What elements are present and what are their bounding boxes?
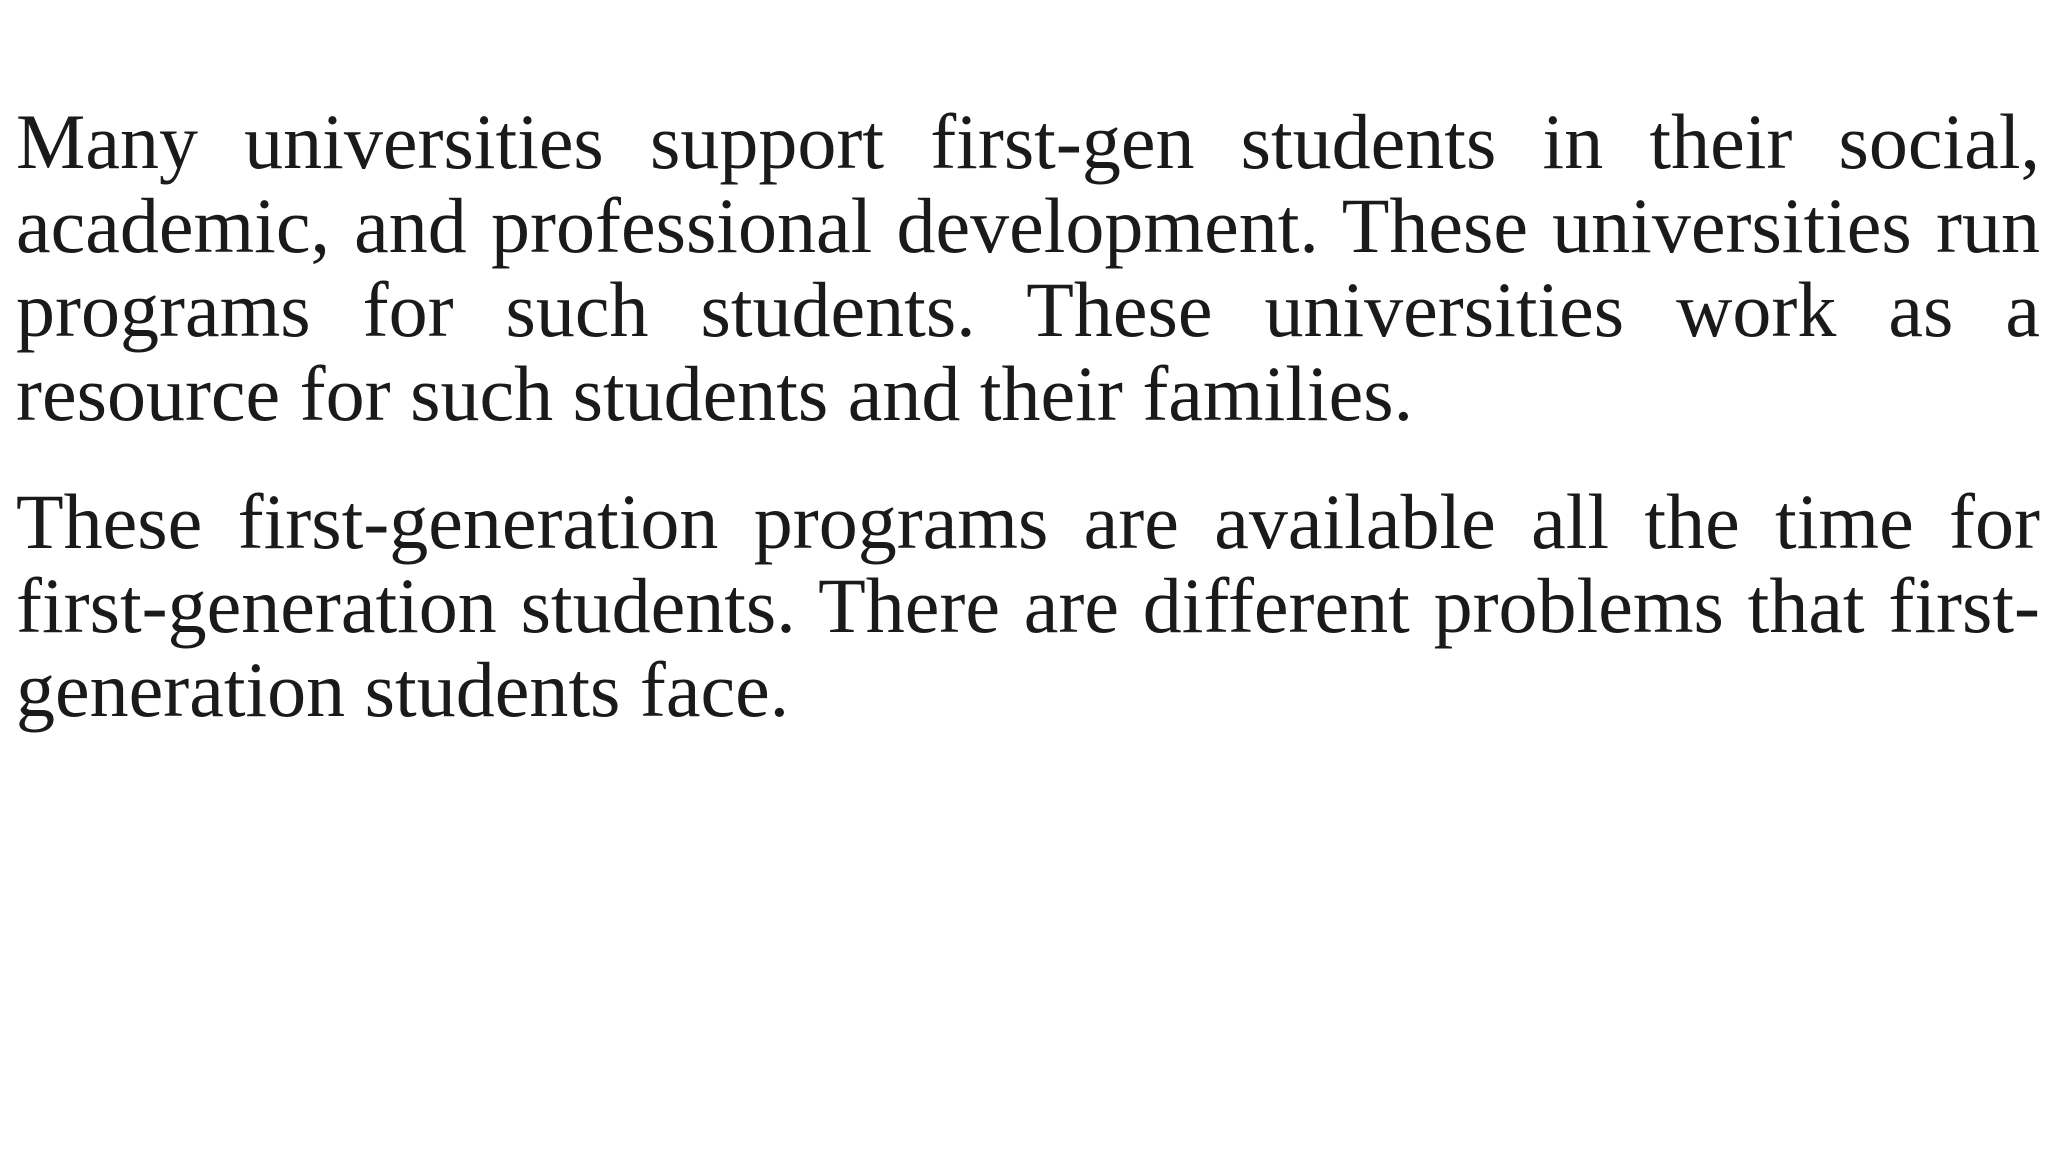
document-body — [16, 100, 2040, 732]
paragraph-2: These first-generation programs are available all the time for first-generation students. There are different problems that first-generation students face. — [16, 478, 2040, 733]
paragraph-1: Many universities support first-gen students in their social, academic, and professional development. These universities run programs for such students. These universities work as a resource for such students and their families. — [16, 98, 2040, 437]
